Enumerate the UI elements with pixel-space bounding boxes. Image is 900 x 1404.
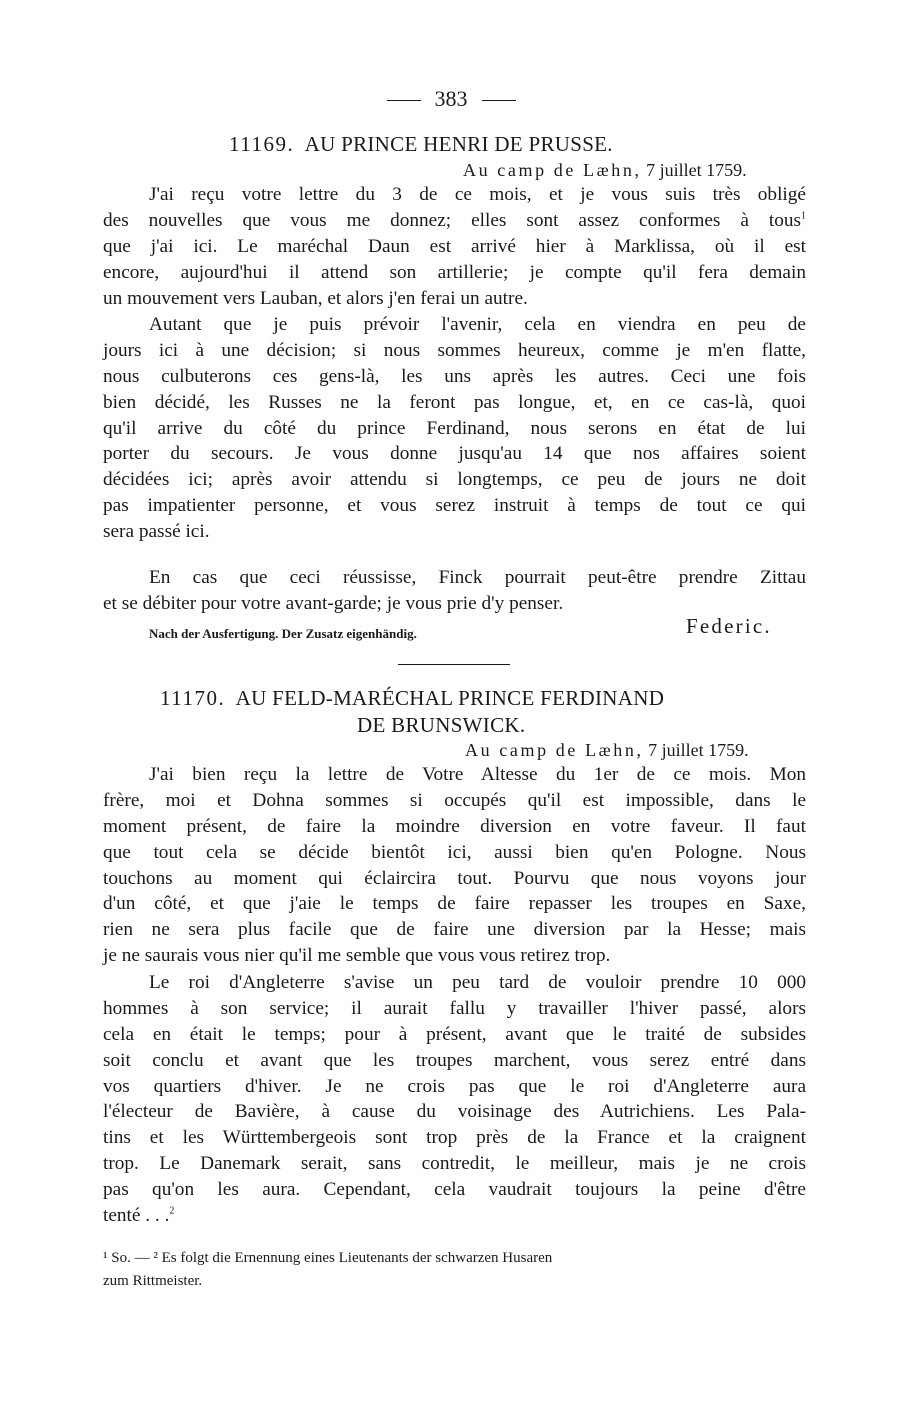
text-line: des nouvelles que vous me donnez; elles sont assez conformes à tous$^1$ (103, 209, 806, 231)
text-line: pas qu'on les aura. Cependant, cela vaudrait toujours la peine d'être (103, 1179, 806, 1201)
text-line: pas impatienter personne, et vous serez instruit à temps de tout ce qui (103, 495, 806, 517)
letter-2-dateline (465, 740, 749, 761)
letter-1-dateline-place: Au camp de Læhn, (463, 160, 642, 180)
page-number-dash-right (482, 100, 516, 101)
text-line: sera passé ici. (103, 521, 210, 543)
text-line: soit conclu et avant que les troupes marchent, vous serez entré dans (103, 1049, 806, 1071)
letter-2-number: 11170. (160, 686, 226, 710)
text-line: l'électeur de Bavière, à cause du voisinage des Autrichiens. Les Pala- (103, 1101, 806, 1123)
text-line: rien ne sera plus facile que de faire une diversion par la Hesse; mais (103, 919, 806, 941)
letter-2-paragraph-2 (103, 970, 806, 1229)
text-line: jours ici à une décision; si nous sommes heureux, comme je m'en flatte, (103, 339, 806, 361)
text-line: décidées ici; après avoir attendu si longtemps, ce peu de jours ne doit (103, 469, 806, 491)
letter-1-postscript (103, 565, 806, 617)
text-line: moment présent, de faire la moindre diversion en votre faveur. Il faut (103, 815, 806, 837)
text-line: hommes à son service; il aurait fallu y travailler l'hiver passé, alors (103, 997, 806, 1019)
text-line: qu'il arrive du côté du prince Ferdinand, nous serons en état de lui (103, 417, 806, 439)
text-line: porter du secours. Je vous donne jusqu'au 14 que nos affaires soient (103, 443, 806, 465)
text-line: touchons au moment qui éclaircira tout. Pourvu que nous voyons jour (103, 867, 806, 889)
footnote-line-2: zum Rittmeister. (103, 1273, 203, 1289)
text-line: J'ai reçu votre lettre du 3 de ce mois, et je vous suis très obligé (149, 184, 806, 205)
letter-2-title-line-1: AU FELD-MARÉCHAL PRINCE FERDINAND (235, 686, 665, 710)
letter-1-dateline (463, 160, 747, 181)
text-line: frère, moi et Dohna sommes si occupés qu'il est impossible, dans le (103, 789, 806, 811)
page-number-value: 383 (434, 86, 468, 111)
letter-2-paragraph-1 (103, 762, 806, 969)
section-divider (398, 664, 510, 665)
footnote-line-1: ¹ So. — ² Es folgt die Ernennung eines Lieutenants der schwarzen Husaren (103, 1250, 553, 1266)
page-number (372, 86, 530, 112)
letter-2-dateline-place: Au camp de Læhn, (465, 740, 644, 760)
text-line: J'ai bien reçu la lettre de Votre Altesse du 1er de ce mois. Mon (149, 764, 806, 785)
letter-2-dateline-date: 7 juillet 1759. (648, 740, 749, 760)
text-line: Autant que je puis prévoir l'avenir, cela en viendra en peu de (149, 314, 806, 335)
text-line: encore, aujourd'hui il attend son artillerie; je compte qu'il fera demain (103, 261, 806, 283)
text-line: bien décidé, les Russes ne la feront pas longue, et, en ce cas-là, quoi (103, 391, 806, 413)
page-number-dash-left (387, 100, 421, 101)
footnote-mark: 2 (169, 1205, 175, 1217)
letter-1-signature: Federic. (686, 614, 772, 638)
text-line: que tout cela se décide bientôt ici, aussi bien qu'en Pologne. Nous (103, 841, 806, 863)
letter-1-dateline-date: 7 juillet 1759. (646, 160, 747, 180)
text-line: vos quartiers d'hiver. Je ne crois pas que le roi d'Angleterre aura (103, 1075, 806, 1097)
letter-1-number: 11169. (229, 132, 295, 156)
text-line: un mouvement vers Lauban, et alors j'en ferai un autre. (103, 287, 528, 309)
text-line: que j'ai ici. Le maréchal Daun est arrivé hier à Marklissa, où il est (103, 235, 806, 257)
letter-2-title-line-2: DE BRUNSWICK. (357, 713, 526, 737)
text-line: trop. Le Danemark serait, sans contredit, le meilleur, mais je ne crois (103, 1153, 806, 1175)
footnote-mark: 1 (801, 210, 806, 222)
letter-1-paragraph-2 (103, 312, 806, 545)
letter-1-source-note: Nach der Ausfertigung. Der Zusatz eigenhändig. (149, 626, 417, 641)
letter-1-paragraph-1 (103, 182, 806, 311)
text-line: et se débiter pour votre avant-garde; je vous prie d'y penser. (103, 592, 564, 614)
text-line: cela en était le temps; pour à présent, avant que le traité de subsides (103, 1023, 806, 1045)
text-line: Le roi d'Angleterre s'avise un peu tard de vouloir prendre 10 000 (149, 972, 806, 993)
letter-2-heading (160, 686, 664, 711)
text-line: nous culbuterons ces gens-là, les uns après les autres. Ceci une fois (103, 365, 806, 387)
text-line: tins et les Württembergeois sont trop près de la France et la craignent (103, 1127, 806, 1149)
text-line: je ne saurais vous nier qu'il me semble que vous vous retirez trop. (103, 945, 611, 967)
text-line: d'un côté, et que j'aie le temps de faire repasser les troupes en Saxe, (103, 893, 806, 915)
text-line: tenté . . .$^2$ (103, 1205, 175, 1227)
letter-1-heading (229, 132, 613, 157)
letter-1-title: AU PRINCE HENRI DE PRUSSE. (304, 132, 613, 156)
text-line: En cas que ceci réussisse, Finck pourrait peut-être prendre Zittau (149, 567, 806, 588)
